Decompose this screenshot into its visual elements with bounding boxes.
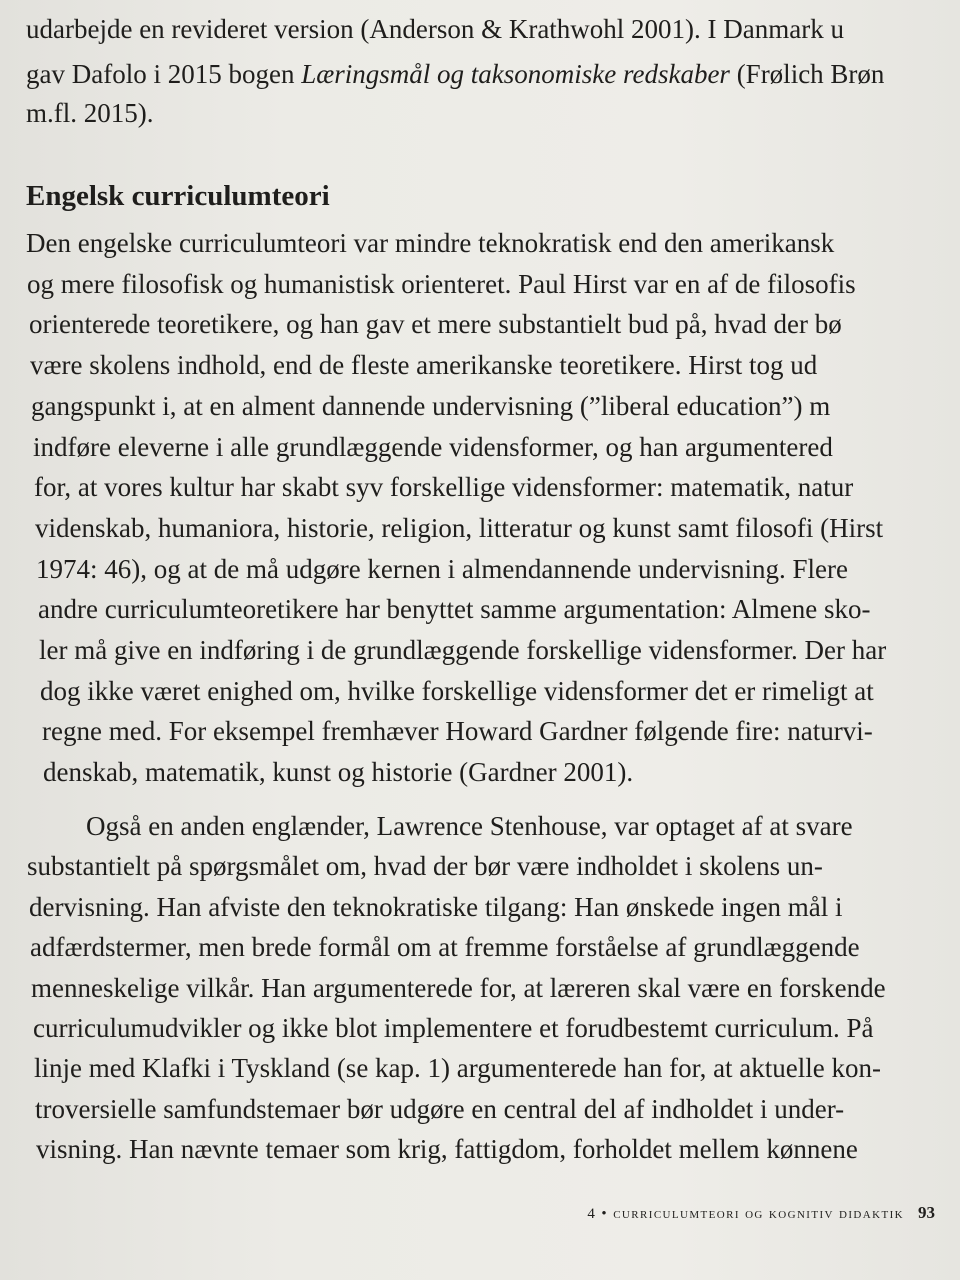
text-line: visning. Han nævnte temaer som krig, fattigdom, forholdet mellem kønnene: [36, 1134, 858, 1164]
text-line: andre curriculumteoretikere har benyttet samme argumentation: Almene sko-: [38, 594, 871, 624]
text-line: linje med Klafki i Tyskland (se kap. 1) argumenterede han for, at aktuelle kon-: [34, 1053, 882, 1083]
text-line: og mere filosofisk og humanistisk orienteret. Paul Hirst var en af de filosofis: [27, 269, 856, 299]
footer-chapter: 4 • curriculumteori og kognitiv didaktik: [587, 1206, 904, 1222]
text-line: gangspunkt i, at en alment dannende undervisning (”liberal education”) m: [31, 391, 831, 421]
text-line: indføre eleverne i alle grundlæggende vidensformer, og han argumentered: [33, 432, 833, 462]
text-line: dog ikke været enighed om, hvilke forskellige vidensformer det er rimeligt at: [40, 676, 874, 706]
text-line: ler må give en indføring i de grundlæggende forskellige vidensformer. Der har: [39, 635, 887, 665]
text-line: denskab, matematik, kunst og historie (Gardner 2001).: [43, 757, 634, 787]
text-line: være skolens indhold, end de fleste amerikanske teoretikere. Hirst tog ud: [30, 350, 818, 380]
text-line: for, at vores kultur har skabt syv forskellige vidensformer: matematik, natur: [34, 472, 854, 502]
text-line: udarbejde en revideret version (Anderson & Krathwohl 2001). I Danmark u: [26, 14, 844, 44]
text-line: Også en anden englænder, Lawrence Stenhouse, var optaget af at svare: [86, 811, 853, 841]
running-footer: [470, 1203, 935, 1223]
text-line: videnskab, humaniora, historie, religion, litteratur og kunst samt filosofi (Hirst: [35, 513, 884, 543]
text-line: m.fl. 2015).: [26, 98, 154, 128]
text-line: orienterede teoretikere, og han gav et mere substantielt bud på, hvad der bø: [29, 309, 842, 339]
text-line: 1974: 46), og at de må udgøre kernen i almendannende undervisning. Flere: [36, 554, 849, 584]
text-line: adfærdstermer, men brede formål om at fremme forståelse af grundlæggende: [30, 932, 860, 962]
text-line: troversielle samfundstemaer bør udgøre en central del af indholdet i under-: [35, 1094, 845, 1124]
text-line: substantielt på spørgsmålet om, hvad der bør være indholdet i skolens un-: [27, 851, 823, 881]
section-heading: Engelsk curriculumteori: [26, 180, 330, 212]
text-line: gav Dafolo i 2015 bogen Læringsmål og taksonomiske redskaber (Frølich Brøn: [26, 59, 885, 89]
text-line: regne med. For eksempel fremhæver Howard Gardner følgende fire: naturvi-: [42, 716, 873, 746]
text-line: dervisning. Han afviste den teknokratiske tilgang: Han ønskede ingen mål i: [29, 892, 843, 922]
text-line: menneskelige vilkår. Han argumenterede for, at læreren skal være en forskende: [31, 973, 886, 1003]
page-number: 93: [918, 1203, 935, 1222]
book-title: Læringsmål og taksonomiske redskaber: [301, 59, 730, 89]
text-line: Den engelske curriculumteori var mindre teknokratisk end den amerikansk: [26, 228, 835, 258]
text-line: curriculumudvikler og ikke blot implementere et forudbestemt curriculum. På: [33, 1013, 874, 1043]
